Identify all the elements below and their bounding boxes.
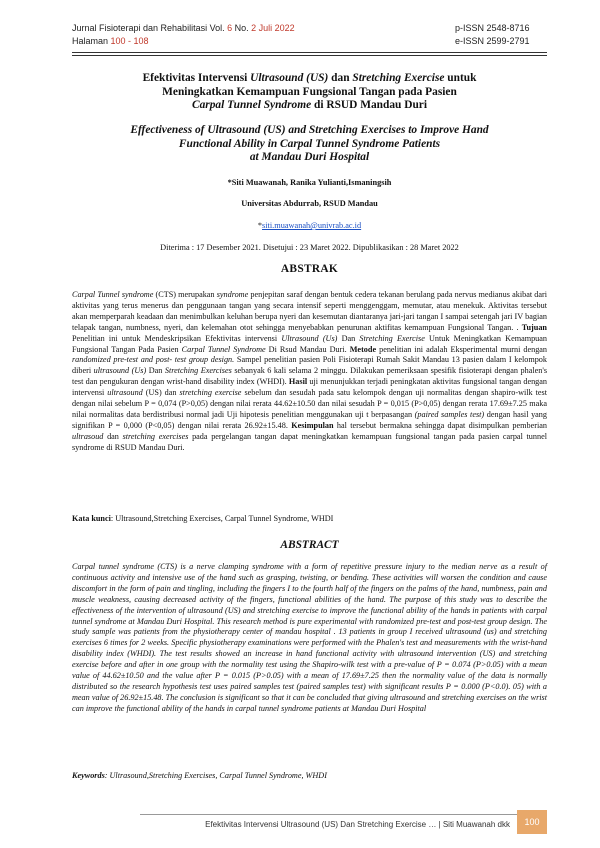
header-rule-top xyxy=(72,52,547,53)
footer-rule xyxy=(140,814,547,815)
header-rule-bottom xyxy=(72,55,547,56)
keywords-label: Keywords xyxy=(72,771,105,780)
author-email: *siti.muawanah@univrab.ac.id xyxy=(257,221,362,230)
page-range-line: Halaman 100 - 108 xyxy=(72,36,149,46)
page-number: 100 xyxy=(517,810,547,834)
page-footer xyxy=(0,808,600,848)
abstrak-heading: ABSTRAK xyxy=(280,263,339,275)
affiliation: Universitas Abdurrab, RSUD Mandau xyxy=(241,199,378,208)
issn-online: e-ISSN 2599-2791 xyxy=(455,36,530,46)
journal-volume-line: Jurnal Fisioterapi dan Rehabilitasi Vol. 6 No. 2 Juli 2022 xyxy=(72,23,295,33)
title-english: Effectiveness of Ultrasound (US) and Stretching Exercises to Improve Hand Functional Ability in Carpal Tunnel Syndrome Patients at Mandau Duri Hospital xyxy=(130,124,489,164)
email-link[interactable]: siti.muawanah@univrab.ac.id xyxy=(262,221,362,230)
issn-block xyxy=(455,22,530,48)
publication-dates: Diterima : 17 Desember 2021. Disetujui : 23 Maret 2022. Dipublikasikan : 28 Maret 2022 xyxy=(160,243,459,252)
kata-kunci: Kata kunci: Ultrasound,Stretching Exercises, Carpal Tunnel Syndrome, WHDI xyxy=(72,514,334,523)
issn-print: p-ISSN 2548-8716 xyxy=(455,23,530,33)
issue-date: Juli 2022 xyxy=(258,23,295,33)
running-title: Efektivitas Intervensi Ultrasound (US) Dan Stretching Exercise … | Siti Muawanah dkk xyxy=(205,820,510,829)
issue-number: 2 xyxy=(251,23,257,33)
author-list: *Siti Muawanah, Ranika Yulianti,Ismaningsih xyxy=(227,178,392,187)
title-indonesian: Efektivitas Intervensi Ultrasound (US) dan Stretching Exercise untuk Meningkatkan Kemampuan Fungsional Tangan pada Pasien Carpal Tunnel Syndrome di RSUD Mandau Duri xyxy=(142,72,477,112)
volume-number: 6 xyxy=(227,23,233,33)
abstract-heading: ABSTRACT xyxy=(280,539,339,551)
journal-header xyxy=(72,22,295,48)
kata-kunci-label: Kata kunci xyxy=(72,514,111,523)
abstract-body: Carpal tunnel syndrome (CTS) is a nerve clamping syndrome with a form of repetitive pressure injury to the median nerve as a result of continuous activity and intensive use of the hand such as grasping, twisting, or bending. These activities will worsen the condition and cause discomfort in the form of pain and tingling, including the fingers I to the fourth half of the fingers on the palms of the hand, numbness, pain and muscle weakness, causing decreased activity of the fingers, functional abilities of the hand. The purpose of this study was to describe the effectiveness of the intervention of ultrasound (US) and stretching exercise to improve the functional ability of the hands in patients with carpal tunnel syndrome at Mandau Duri Hospital. This research method is pure experimental with randomized pre-test and post-test group design. The study sample was patients from the physiotherapy center of mandau hospital . 13 patients in group I received ultrasound (us) and stretching exercises 6 times for 2 weeks. Specific physiotherapy examinations were performed with the Phalen's test and measurements with the wrist-hand disability index (WHDI). The test results showed an increase in hand functional activity with ultrasound intervention (US) and stretching exercise before and after in one group with the normality test using the Shapiro-wilk test with a pre-value of P = 0.074 (P>0.05) with a mean value of 44.62±10.50 and the value after P = 0.015 (P>0.05) with a mean of 17.69±7.25 then the normality value of the data is normally distributed so the research hypothesis test uses paired samples test (paired samples test) with significant results P = 0.000 (P<0.0). 05) with a mean value of 26.92±15.48. The conclusion is significant so that it can be concluded that giving ultrasound and stretching exercises on the wrist can improve the functional ability of the hands in carpal tunnel syndrome patients at Mandau Duri Hospital xyxy=(72,562,547,713)
abstrak-body: Carpal Tunnel syndrome (CTS) merupakan syndrome penjepitan saraf dengan bentuk cedera tekanan berulang pada nervus medianus akibat dari aktivitas yang terus menerus dan penggunaan tangan yang secara intensif seperti menggenggam, memutar, atau menekuk. Aktivitas tersebut akan memperparah keadaan dan menimbulkan keluhan berupa nyeri dan kesemutan diantaranya jari-jari tangan I sampai setengah jari IV bagian telapak tangan, numbness, nyeri, dan kelemahan otot sehingga menyebabkan penurunan aktifitas kemampuan Fungsional Tangan. . Tujuan Penelitian ini untuk Mendeskripsikan Efektivitas intervensi Ultrasound (Us) Dan Stretching Exercise Untuk Meningkatkan Kemampuan Fungsional Tangan Pada Pasien Carpal Tunnel Syndrome Di Rsud Mandau Duri. Metode penelitian ini adalah Eksperimental murni dengan randomized pre-test and post- test group design. Sampel penelitian pasien Poli Fisioterapi Rumah Sakit Mandau 13 pasien dalam I kelompok diberi ultrasound (Us) Dan Stretching Exercises sebanyak 6 kali selama 2 minggu. Dilakukan pemeriksaan spesifik fisioterapi dengan phalen's test dan pengukuran dengan wrist-hand disability index (WHDI). Hasil uji menunjukkan terjadi peningkatan aktivitas fungsional tangan dengan intervensi ultrasound (US) dan stretching exercise sebelum dan sesudah pada satu kelompok dengan uji normalitas dengan shapiro-wilk test dengan nilai sebelum P = 0,074 (P>0,05) dengan nilai rerata 44.62±10.50 dan nilai sesudah P = 0,015 (P>0,05) dengan rerata 17.69±7.25 maka nilai normalitas data berdistribusi normal jadi Uji hipotesis penelitian menggunakan uji t berpasangan (paired samples test) dengan hasil yang signifikan P = 0,000 (P<0,05) dengan nilai rerata 26.92±15.48. Kesimpulan hal tersebut bermakna sehingga dapat disimpulkan pemberian ultrasoud dan stretching exercises pada pergelangan tangan dapat meningkatkan kemampuan fungsional tangan pada pasien carpal tunnel syndrome di RSUD Mandau Duri. xyxy=(72,290,548,452)
keywords: Keywords: Ultrasound,Stretching Exercises, Carpal Tunnel Syndrome, WHDI xyxy=(72,771,327,780)
page-range: 100 - 108 xyxy=(110,36,149,46)
